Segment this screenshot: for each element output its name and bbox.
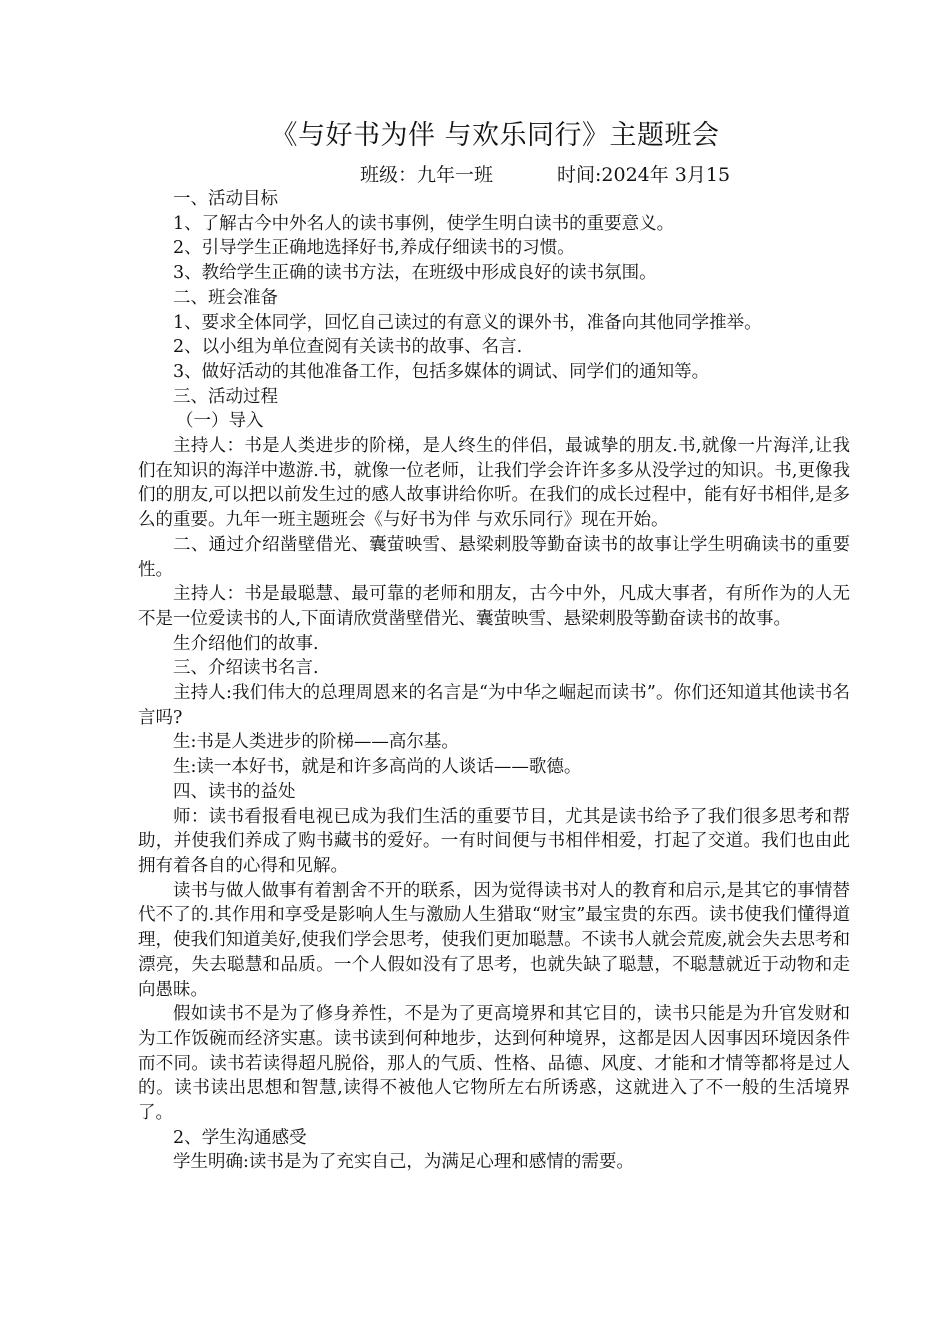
body-paragraph: 师：读书看报看电视已成为我们生活的重要节目，尤其是读书给予了我们很多思考和帮助，并使我们养成了购书藏书的爱好。一有时间便与书相伴相爱，打起了交道。我们也由此拥有着各自的心得和见解。 xyxy=(138,806,850,876)
body-paragraph: 主持人：书是人类进步的阶梯，是人终生的伴侣，最诚挚的朋友.书,就像一片海洋,让我们在知识的海洋中遨游.书，就像一位老师，让我们学会许许多多从没学过的知识。书,更像我们的朋友,可以把以前发生过的感人故事讲给你听。在我们的成长过程中，能有好书相伴,是多么的重要。九年一班主题班会《与好书为伴 与欢乐同行》现在开始。 xyxy=(138,436,850,531)
body-paragraph: 二、通过介绍凿壁借光、囊萤映雪、悬梁刺股等勤奋读书的故事让学生明确读书的重要性。 xyxy=(138,534,850,580)
preparation-item: 2、以小组为单位查阅有关读书的故事、名言. xyxy=(173,337,523,358)
body-paragraph: 主持人：书是最聪慧、最可靠的老师和朋友，古今中外，凡成大事者，有所作为的人无不是一位爱读书的人,下面请欣赏凿壁借光、囊萤映雪、悬梁刺股等勤奋读书的故事。 xyxy=(138,584,850,629)
section-heading: 二、班会准备 xyxy=(173,287,278,308)
body-paragraph: 读书与做人做事有着割舍不开的联系，因为觉得读书对人的教育和启示,是其它的事情替代不了的.其作用和享受是影响人生与激励人生猎取“财宝”最宝贵的东西。读书使我们懂得道理，使我们知道美好,使我们学会思考，使我们更加聪慧。不读书人就会荒废,就会失去思考和漂亮，失去聪慧和品质。一个人假如没有了思考，也就失缺了聪慧，不聪慧就近于动物和走向愚昧。 xyxy=(138,880,850,1000)
quote-line: 生:书是人类进步的阶梯——高尔基。 xyxy=(173,732,459,753)
body-paragraph: 假如读书不是为了修身养性，不是为了更高境界和其它目的，读书只能是为升官发财和为工作饭碗而经济实惠。读书读到何种地步，达到何种境界，这都是因人因事因环境因条件而不同。读书若读得超凡脱俗，那人的气质、性格、品德、风度、才能和才情等都将是过人的。读书读出思想和智慧,读得不被他人它物所左右所诱惑，这就进入了不一般的生活境界了。 xyxy=(138,1004,850,1124)
class-meeting-info xyxy=(360,162,730,188)
document-body xyxy=(138,187,850,1175)
goal-item: 1、了解古今中外名人的读书事例，使学生明白读书的重要意义。 xyxy=(173,213,675,234)
body-paragraph: 学生明确:读书是为了充实自己，为满足心理和感情的需要。 xyxy=(173,1152,634,1173)
body-paragraph: 生介绍他们的故事. xyxy=(173,633,319,654)
body-paragraph: 主持人:我们伟大的总理周恩来的名言是“为中华之崛起而读书”。你们还知道其他读书名言吗? xyxy=(138,683,850,728)
preparation-item: 1、要求全体同学，回忆自己读过的有意义的课外书，准备向其他同学推举。 xyxy=(173,312,762,333)
goal-item: 2、引导学生正确地选择好书,养成仔细读书的习惯。 xyxy=(173,238,575,259)
subsection-heading: （一）导入 xyxy=(176,411,264,432)
body-paragraph: 三、介绍读书名言. xyxy=(173,658,319,679)
goal-item: 3、教给学生正确的读书方法，在班级中形成良好的读书氛围。 xyxy=(173,263,657,284)
section-heading: 四、读书的益处 xyxy=(173,781,296,802)
body-paragraph: 2、学生沟通感受 xyxy=(173,1127,307,1148)
quote-line: 生:读一本好书，就是和许多高尚的人谈话——歌德。 xyxy=(173,757,582,778)
document-title: 《与好书为伴 与欢乐同行》主题班会 xyxy=(270,120,720,151)
time-label: 时间:2024年 3月15 xyxy=(557,164,731,186)
section-heading: 一、活动目标 xyxy=(173,189,278,209)
section-heading: 三、活动过程 xyxy=(173,386,278,407)
class-label: 班级：九年一班 xyxy=(360,164,494,186)
preparation-item: 3、做好活动的其他准备工作，包括多媒体的调试、同学们的通知等。 xyxy=(173,361,710,382)
